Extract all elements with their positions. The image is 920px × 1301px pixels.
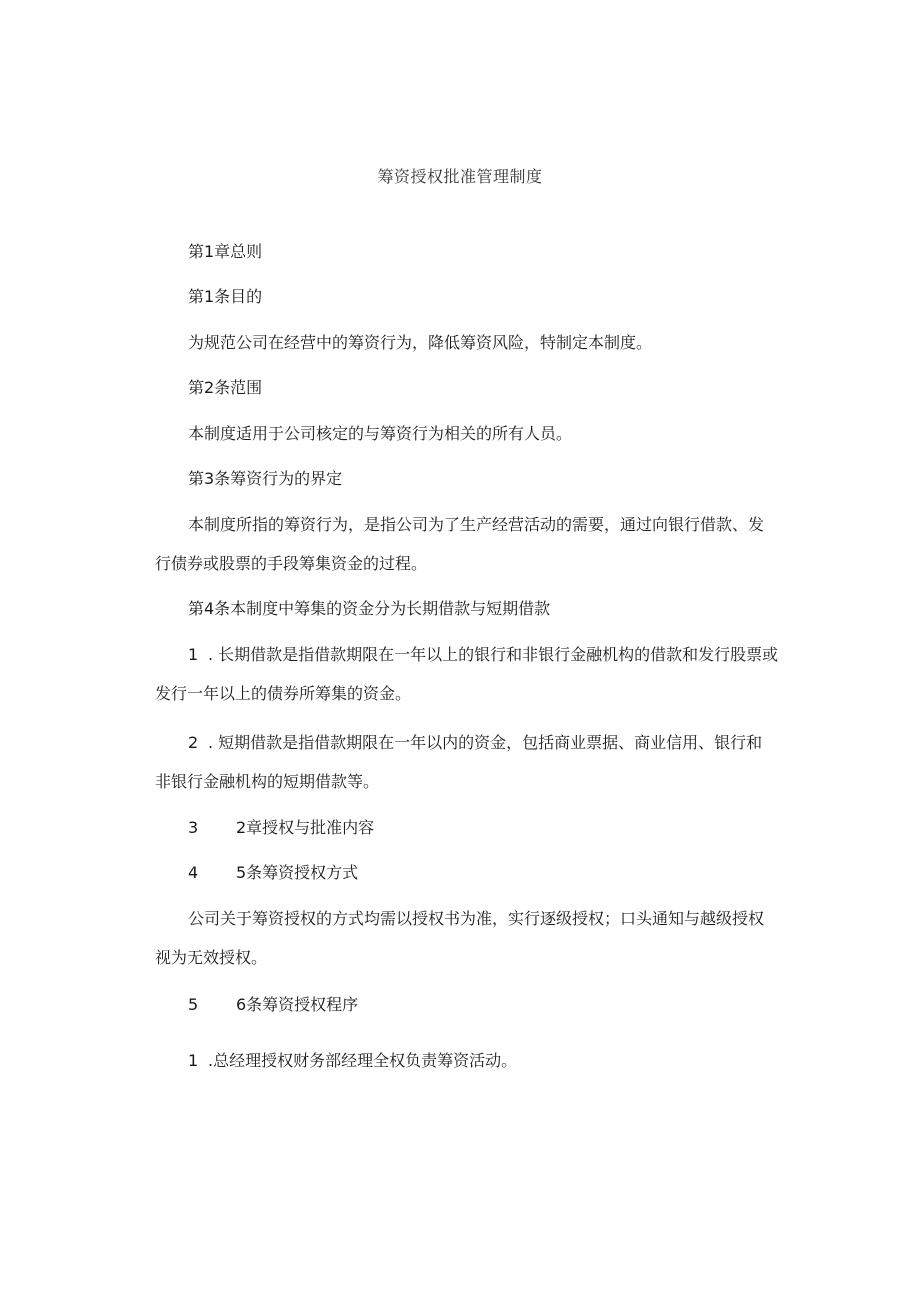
list-text: . 长期借款是指借款期限在一年以上的银行和非银行金融机构的借款和发行股票或	[208, 645, 779, 664]
article3-body-line1: 本制度所指的筹资行为，是指公司为了生产经营活动的需要，通过向银行借款、发	[188, 515, 765, 534]
article5-body-line1: 公司关于筹资授权的方式均需以授权书为准，实行逐级授权；口头通知与越级授权	[188, 909, 765, 928]
article5-body-line2: 视为无效授权。	[155, 948, 268, 967]
document-title: 筹资授权批准管理制度	[377, 167, 543, 186]
list-text: 5条筹资授权方式	[236, 863, 359, 882]
article6-heading	[188, 994, 788, 1016]
article4-item1-line1	[188, 644, 788, 666]
article3-body-line2: 行债券或股票的手段筹集资金的过程。	[155, 554, 428, 573]
list-number: 5	[188, 995, 199, 1014]
list-text: .总经理授权财务部经理全权负责筹资活动。	[208, 1051, 518, 1070]
list-number: 2	[188, 733, 199, 752]
list-number: 1	[188, 645, 199, 664]
list-number: 4	[188, 863, 199, 882]
list-text: 2章授权与批准内容	[236, 818, 375, 837]
list-number: 3	[188, 818, 199, 837]
list-text: . 短期借款是指借款期限在一年以内的资金，包括商业票据、商业信用、银行和	[208, 733, 763, 752]
article2-body: 本制度适用于公司核定的与筹资行为相关的所有人员。	[188, 424, 573, 443]
article5-heading	[188, 862, 788, 884]
list-number: 1	[188, 1051, 199, 1070]
article4-item1-line2: 发行一年以上的债券所筹集的资金。	[155, 684, 412, 703]
article6-item1	[188, 1050, 788, 1072]
article3-heading: 第3条筹资行为的界定	[188, 469, 343, 488]
article4-heading: 第4条本制度中筹集的资金分为长期借款与短期借款	[188, 599, 551, 618]
article2-heading: 第2条范围	[188, 378, 263, 397]
article1-heading: 第1条目的	[188, 287, 263, 306]
chapter2-heading	[188, 817, 788, 839]
article1-body: 为规范公司在经营中的筹资行为，降低筹资风险，特制定本制度。	[188, 333, 653, 352]
article4-item2-line1	[188, 732, 788, 754]
chapter1-heading: 第1章总则	[188, 242, 263, 261]
list-text: 6条筹资授权程序	[236, 995, 359, 1014]
article4-item2-line2: 非银行金融机构的短期借款等。	[155, 772, 380, 791]
